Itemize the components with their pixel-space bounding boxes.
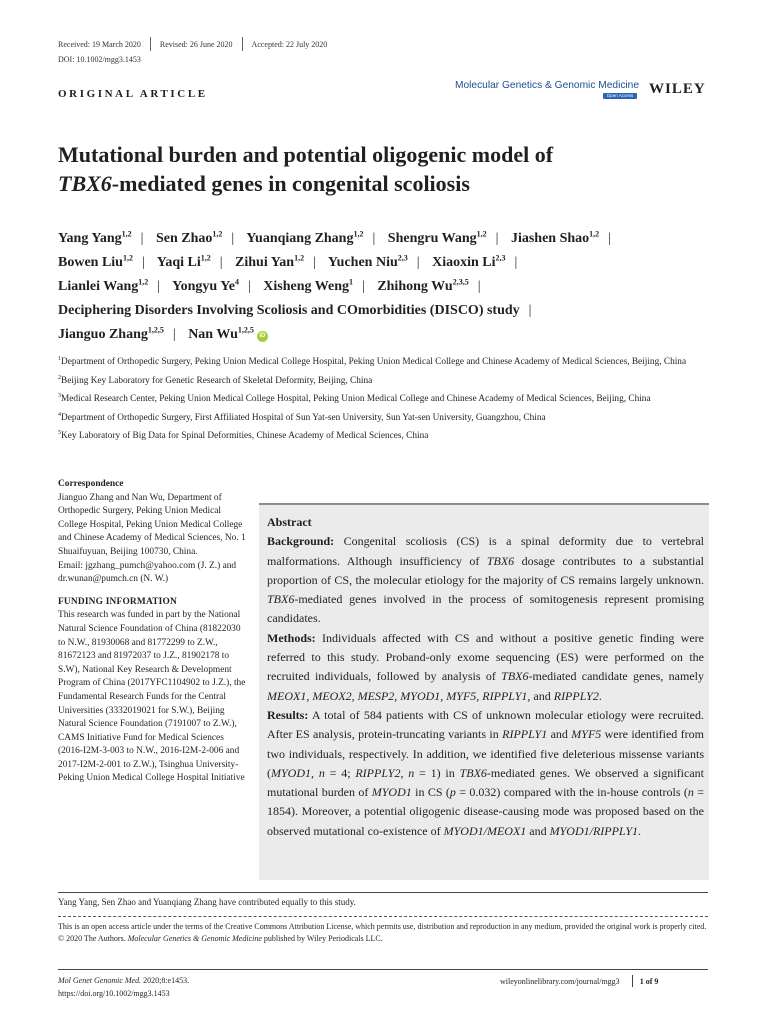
article-dates	[58, 37, 327, 51]
divider	[150, 37, 151, 51]
divider	[58, 916, 708, 917]
doi-link[interactable]: https://doi.org/10.1002/mgg3.1453	[58, 988, 170, 998]
abstract-methods: Methods: Individuals affected with CS and without a positive genetic finding were referred to this study. Proband-only exome sequencing (ES) were performed on the recruited individuals, followed by analysis of TBX6-mediated candidate genes, namely MEOX1, MEOX2, MESP2, MYOD1, MYF5, RIPPLY1, and RIPPLY2.	[267, 630, 704, 703]
title-line-2: TBX6-mediated genes in congenital scoliosis	[58, 171, 470, 196]
title-line-1: Mutational burden and potential oligogenic model of	[58, 142, 554, 167]
correspondence-block	[58, 478, 246, 786]
affiliations	[58, 355, 713, 448]
author[interactable]: Xiaoxin Li$^{2,3}$	[432, 253, 506, 270]
author[interactable]: Yongyu Ye$^4$	[172, 277, 239, 294]
open-access-badge: Open Access	[603, 93, 637, 99]
orcid-icon[interactable]: iD	[257, 331, 268, 342]
author-line: Bowen Liu$^{1,2}$ | Yaqi Li$^{1,2}$ | Zihui Yan$^{1,2}$ | Yuchen Niu$^{2,3}$ | Xiaoxin Li$^{2,3}$ |	[58, 253, 518, 270]
article-type: ORIGINAL ARTICLE	[58, 88, 208, 100]
affiliation: $^4$Department of Orthopedic Surgery, First Affiliated Hospital of Sun Yat-sen University, Sun Yat-sen University, Guangzhou, China	[58, 411, 546, 423]
author[interactable]: Jianguo Zhang$^{1,2,5}$	[58, 325, 164, 342]
author[interactable]: Shengru Wang$^{1,2}$	[387, 229, 487, 246]
correspondence-address: Jianguo Zhang and Nan Wu, Department of Orthopedic Surgery, Peking Union Medical College Hospital, Peking Union Medical College and Chinese Academy of Medical Sciences, No. 1 Shuaifuyuan, Beijing 100730, China.	[58, 492, 246, 557]
doi[interactable]: DOI: 10.1002/mgg3.1453	[58, 55, 141, 64]
journal-site-link[interactable]: wileyonlinelibrary.com/journal/mgg3	[500, 976, 620, 986]
correspondence-heading: Correspondence	[58, 479, 124, 489]
author[interactable]: Xisheng Weng$^1$	[263, 277, 353, 294]
page-number: 1 of 9	[639, 976, 659, 986]
author-line: Yang Yang$^{1,2}$ | Sen Zhao$^{1,2}$ | Yuanqiang Zhang$^{1,2}$ | Shengru Wang$^{1,2}$ | Jiashen Shao$^{1,2}$ |	[58, 229, 611, 246]
affiliation: $^3$Medical Research Center, Peking Union Medical College Hospital, Peking Union Medical College and Chinese Academy of Medical Sciences, Beijing, China	[58, 392, 651, 404]
correspondence-email[interactable]: Email: jgzhang_pumch@yahoo.com (J. Z.) and dr.wunan@pumch.cn (N. W.)	[58, 560, 237, 585]
accepted-date: Accepted: 22 July 2020	[251, 39, 328, 49]
footer-right	[500, 975, 658, 987]
divider	[632, 975, 633, 987]
author-list	[58, 227, 718, 347]
abstract-background: Background: Congenital scoliosis (CS) is a spinal deformity due to vertebral malformations. Although insufficiency of TBX6 dosage contributes to a substantial proportion of CS, the molecular etiology for the majority of CS remains largely unknown. TBX6-mediated genes involved in the process of somitogenesis represent promising candidates.	[267, 534, 704, 626]
author[interactable]: Zihui Yan$^{1,2}$	[235, 253, 305, 270]
author-line: Deciphering Disorders Involving Scoliosis and COmorbidities (DISCO) study |	[58, 303, 532, 318]
author-line: Jianguo Zhang$^{1,2,5}$ | Nan Wu$^{1,2,5}$iD	[58, 323, 718, 347]
copyright-text: © 2020 The Authors. Molecular Genetics & Genomic Medicine published by Wiley Periodicals LLC.	[58, 933, 383, 943]
citation: Mol Genet Genomic Med. 2020;8:e1453.	[58, 976, 190, 985]
journal-logo[interactable]: Molecular Genetics & Genomic Medicine	[455, 80, 640, 91]
author[interactable]: Yuchen Niu$^{2,3}$	[327, 253, 408, 270]
license-note	[58, 921, 708, 944]
footer-citation	[58, 975, 189, 1000]
affiliation: $^5$Key Laboratory of Big Data for Spinal Deformities, Chinese Academy of Medical Sciences, China	[58, 429, 429, 441]
author-line: Lianlei Wang$^{1,2}$ | Yongyu Ye$^4$ | Xisheng Weng$^1$ | Zhihong Wu$^{2,3,5}$ |	[58, 277, 481, 294]
license-text: This is an open access article under the terms of the Creative Commons Attribution License, which permits use, distribution and reproduction in any medium, provided the original work is properly cited.	[58, 922, 707, 931]
affiliation: $^2$Beijing Key Laboratory for Genetic Research of Skeletal Deformity, Beijing, China	[58, 374, 373, 386]
author[interactable]: Sen Zhao$^{1,2}$	[155, 229, 223, 246]
author[interactable]: Lianlei Wang$^{1,2}$	[58, 277, 149, 294]
revised-date: Revised: 26 June 2020	[159, 39, 233, 49]
author[interactable]: Yaqi Li$^{1,2}$	[156, 253, 211, 270]
abstract-box	[259, 503, 709, 880]
received-date: Received: 19 March 2020	[58, 39, 141, 49]
author[interactable]: Yang Yang$^{1,2}$	[58, 229, 132, 246]
article-title	[58, 140, 718, 198]
author[interactable]: Zhihong Wu$^{2,3,5}$	[377, 277, 469, 294]
author[interactable]: Jiashen Shao$^{1,2}$	[510, 229, 600, 246]
divider	[58, 969, 708, 970]
author[interactable]: Bowen Liu$^{1,2}$	[58, 253, 133, 270]
author[interactable]: Yuanqiang Zhang$^{1,2}$	[246, 229, 364, 246]
study-group: Deciphering Disorders Involving Scoliosis and COmorbidities (DISCO) study	[58, 303, 520, 318]
publisher-logo[interactable]: WILEY	[649, 81, 706, 97]
affiliation: $^1$Department of Orthopedic Surgery, Peking Union Medical College Hospital, Peking Union Medical College and Chinese Academy of Medical Sciences, Beijing, China	[58, 355, 687, 367]
author[interactable]: Nan Wu$^{1,2,5}$	[188, 325, 254, 342]
divider	[242, 37, 243, 51]
abstract-heading: Abstract	[267, 515, 312, 529]
divider	[58, 892, 708, 893]
funding-text: This research was funded in part by the National Natural Science Foundation of China (81822030 to N.W., 81930068 and 81772299 to Z.W., 81672123 and 81972037 to J.Z., 81902178 to S.W), National Key Research & Development Program of China (2017YFC1104902 to J.Z.), the Fundamental Research Funds for the Central Universities (3332019021 for S.W.), Beijing Natural Science Foundation (7191007 to Z.W.), CAMS Initiative Fund for Medical Sciences (2016-I2M-3-003 to N.W., 2016-I2M-2-006 and 2017-I2M-2-001 to Z.W.), Tsinghua University-Peking Union Medical College Hospital Initiative	[58, 610, 246, 784]
abstract-results: Results: A total of 584 patients with CS of unknown molecular etiology were recruited. After ES analysis, protein-truncating variants in RIPPLY1 and MYF5 were identified from two individuals, respectively. In addition, we identified five deleterious missense variants (MYOD1, n = 4; RIPPLY2, n = 1) in TBX6-mediated genes. We observed a significant mutational burden of MYOD1 in CS (p = 0.032) compared with the in-house controls (n = 1854). Moreover, a potential oligogenic disease-causing mode was proposed based on the observed mutational co-existence of MYOD1/MEOX1 and MYOD1/RIPPLY1.	[267, 707, 704, 838]
funding-heading: FUNDING INFORMATION	[58, 596, 177, 607]
equal-contribution-note: Yang Yang, Sen Zhao and Yuanqiang Zhang have contributed equally to this study.	[58, 897, 356, 907]
